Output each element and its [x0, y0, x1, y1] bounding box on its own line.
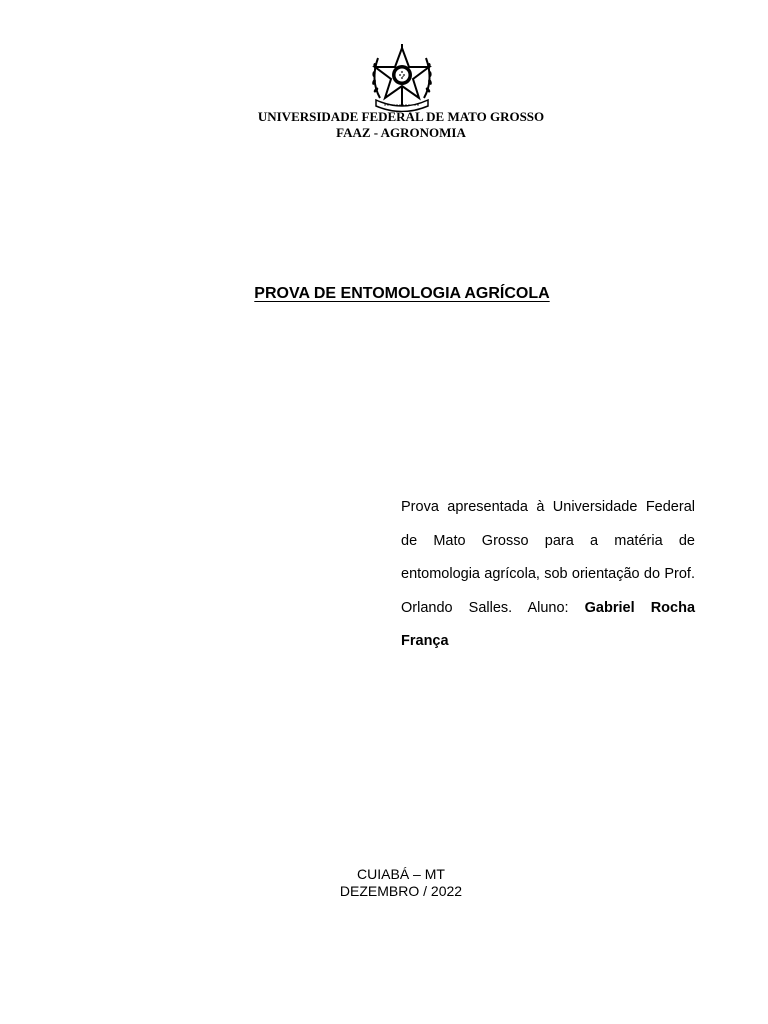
abstract-paragraph — [401, 491, 695, 659]
brazil-coat-of-arms-icon — [366, 40, 438, 112]
document-title: PROVA DE ENTOMOLOGIA AGRÍCOLA — [254, 285, 550, 302]
student-name: Gabriel Rocha França — [401, 599, 696, 649]
footer-date: DEZEMBRO / 2022 — [339, 883, 463, 899]
faculty-name: FAAZ - AGRONOMIA — [336, 125, 466, 140]
footer-city: CUIABÁ – MT — [357, 866, 445, 882]
institution-name: UNIVERSIDADE FEDERAL DE MATO GROSSO — [257, 109, 545, 124]
abstract-text: Prova apresentada à Universidade Federal de Mato Grosso para a matéria de entomologia agrícola, sob orientação do Prof. Orlando Salles. Aluno: — [401, 499, 695, 616]
